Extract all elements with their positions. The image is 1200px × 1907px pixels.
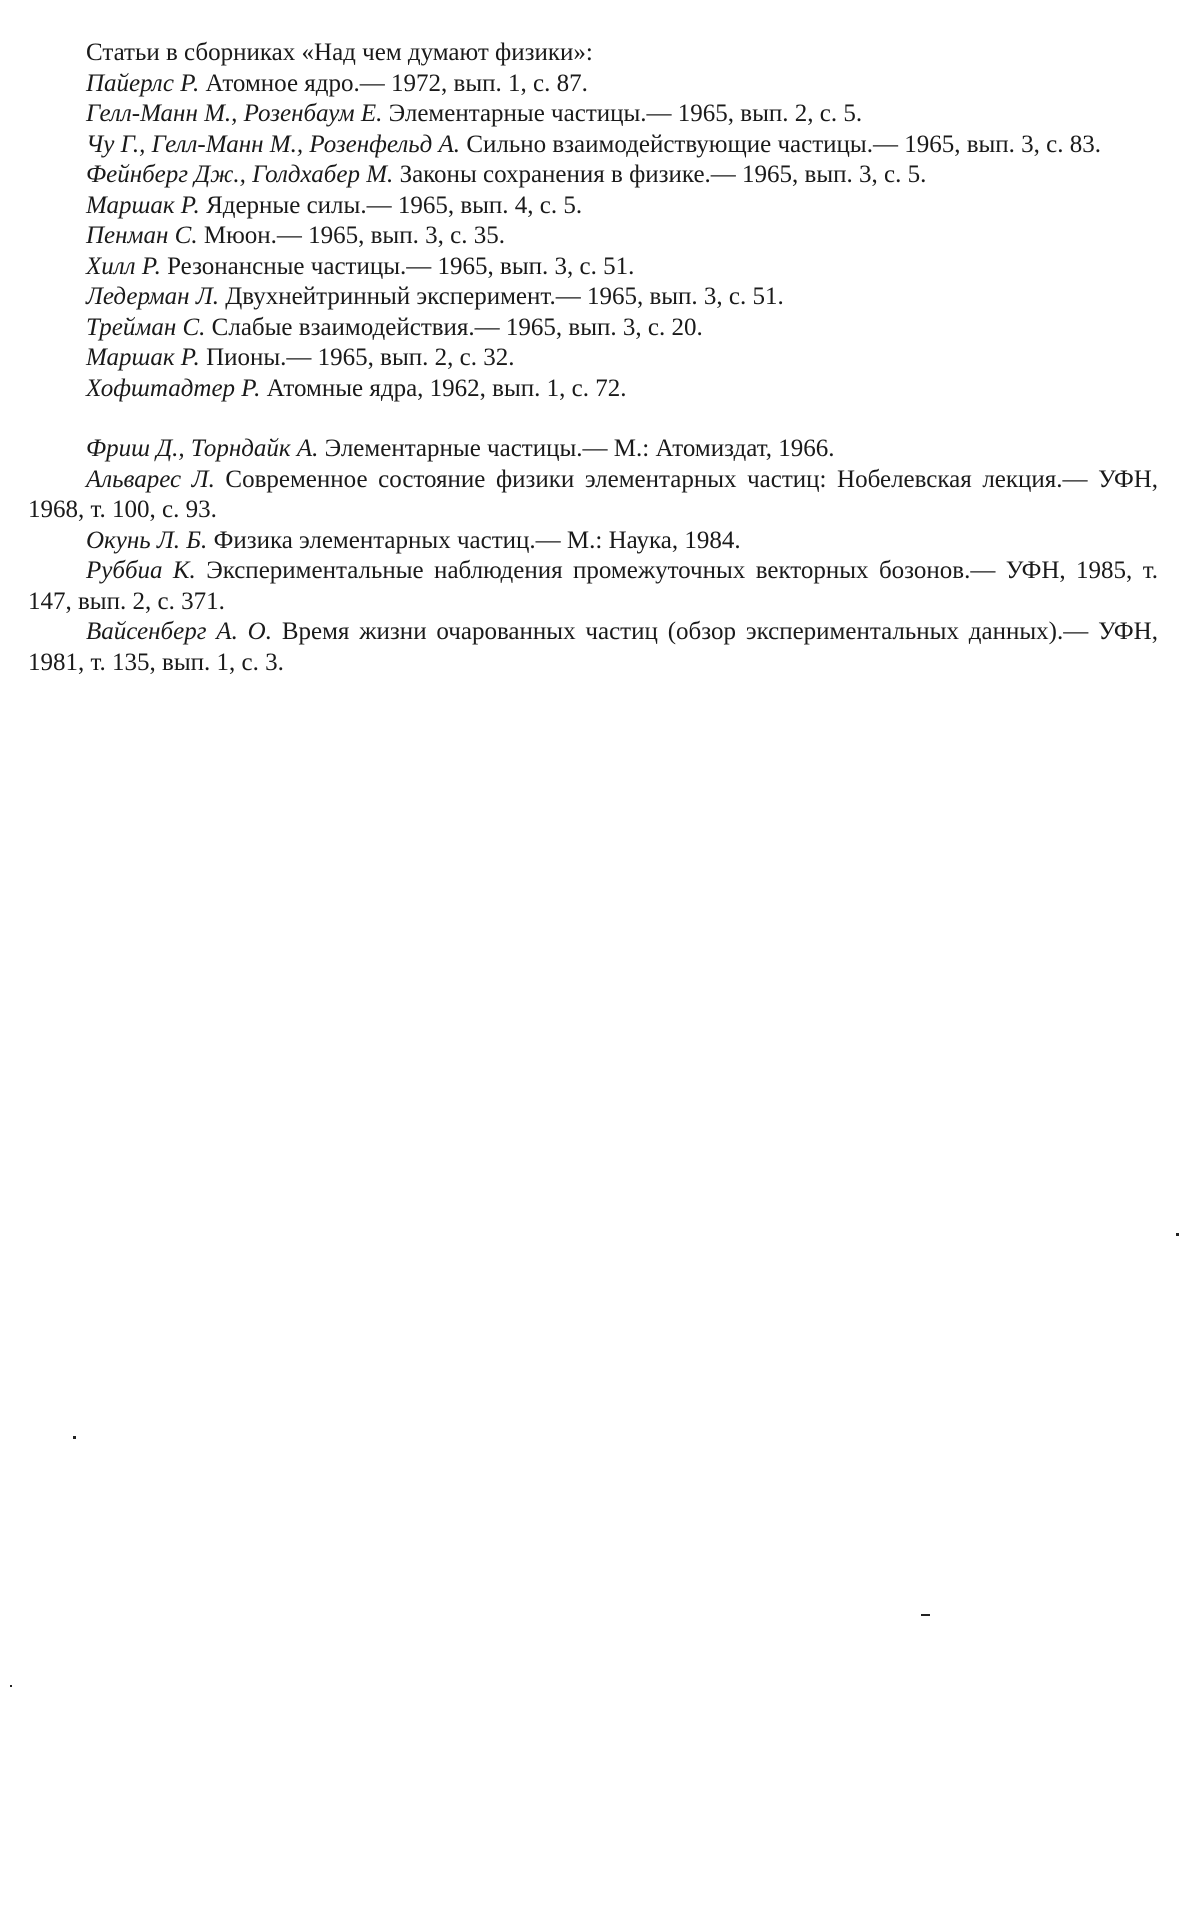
bibliography-list-collection <box>28 69 1158 405</box>
reference-text: Время жизни очарованных частиц (обзор экспериментальных данных).— УФН, 1981, т. 135, вып. 1, с. 3. <box>28 618 1158 676</box>
reference-author: Окунь Л. Б. <box>86 526 208 554</box>
scan-speck <box>10 1685 12 1687</box>
reference-item <box>28 526 1158 557</box>
reference-item <box>28 434 1158 465</box>
reference-item <box>28 617 1158 678</box>
bibliography-list-books <box>28 434 1158 678</box>
reference-item <box>28 313 1158 344</box>
reference-text: Двухнейтринный эксперимент.— 1965, вып. 3, с. 51. <box>225 283 784 310</box>
scan-speck <box>1176 1233 1179 1236</box>
reference-text: Слабые взаимодействия.— 1965, вып. 3, с. 20. <box>211 313 703 341</box>
scan-speck <box>921 1614 930 1616</box>
reference-text: Сильно взаимодействующие частицы.— 1965, вып. 3, с. 83. <box>466 130 1102 158</box>
reference-item <box>28 191 1158 222</box>
reference-author: Трейман С. <box>86 313 206 341</box>
reference-text: Законы сохранения в физике.— 1965, вып. 3, с. 5. <box>399 161 927 188</box>
reference-author: Чу Г., Гелл-Манн М., Розенфельд А. <box>86 130 461 158</box>
reference-text: Экспериментальные наблюдения промежуточных векторных бозонов.— УФН, 1985, т. 147, вып. 2, с. 371. <box>28 557 1158 615</box>
reference-text: Атомные ядра, 1962, вып. 1, с. 72. <box>266 374 627 402</box>
reference-text: Элементарные частицы.— М.: Атомиздат, 1966. <box>324 435 835 462</box>
reference-author: Хилл Р. <box>86 252 161 280</box>
reference-author: Маршак Р. <box>86 191 200 219</box>
reference-author: Альварес Л. <box>86 465 215 493</box>
collection-intro: Статьи в сборниках «Над чем думают физики»: <box>86 39 593 66</box>
reference-item <box>28 252 1158 283</box>
reference-author: Хофштадтер Р. <box>86 374 261 402</box>
reference-item <box>28 99 1158 130</box>
bibliography-page <box>28 38 1158 678</box>
reference-author: Пенман С. <box>86 222 198 249</box>
reference-text: Ядерные силы.— 1965, вып. 4, с. 5. <box>206 191 583 219</box>
section-spacer <box>28 404 1158 434</box>
reference-author: Ледерман Л. <box>86 283 219 310</box>
reference-author: Маршак Р. <box>86 344 200 371</box>
reference-item <box>28 556 1158 617</box>
reference-author: Фейнберг Дж., Голдхабер М. <box>86 161 394 188</box>
reference-item <box>28 69 1158 100</box>
reference-text: Современное состояние физики элементарных частиц: Нобелевская лекция.— УФН, 1968, т. 100, с. 93. <box>28 465 1158 523</box>
reference-item <box>28 343 1158 374</box>
reference-author: Руббиа К. <box>86 557 196 584</box>
reference-text: Резонансные частицы.— 1965, вып. 3, с. 51. <box>167 252 635 280</box>
reference-item <box>28 130 1158 161</box>
reference-text: Элементарные частицы.— 1965, вып. 2, с. 5. <box>388 100 863 127</box>
reference-text: Пионы.— 1965, вып. 2, с. 32. <box>206 344 515 371</box>
reference-author: Вайсенберг А. О. <box>86 618 272 645</box>
reference-item <box>28 465 1158 526</box>
reference-item <box>28 160 1158 191</box>
reference-text: Мюон.— 1965, вып. 3, с. 35. <box>203 222 505 249</box>
reference-author: Фриш Д., Торндайк А. <box>86 435 319 462</box>
reference-author: Гелл-Манн М., Розенбаум Е. <box>86 100 383 127</box>
scan-speck <box>73 1436 76 1439</box>
reference-text: Атомное ядро.— 1972, вып. 1, с. 87. <box>205 69 588 97</box>
reference-item <box>28 221 1158 252</box>
reference-item <box>28 282 1158 313</box>
reference-item <box>28 374 1158 405</box>
reference-author: Пайерлс Р. <box>86 69 200 97</box>
reference-text: Физика элементарных частиц.— М.: Наука, 1984. <box>213 526 741 554</box>
